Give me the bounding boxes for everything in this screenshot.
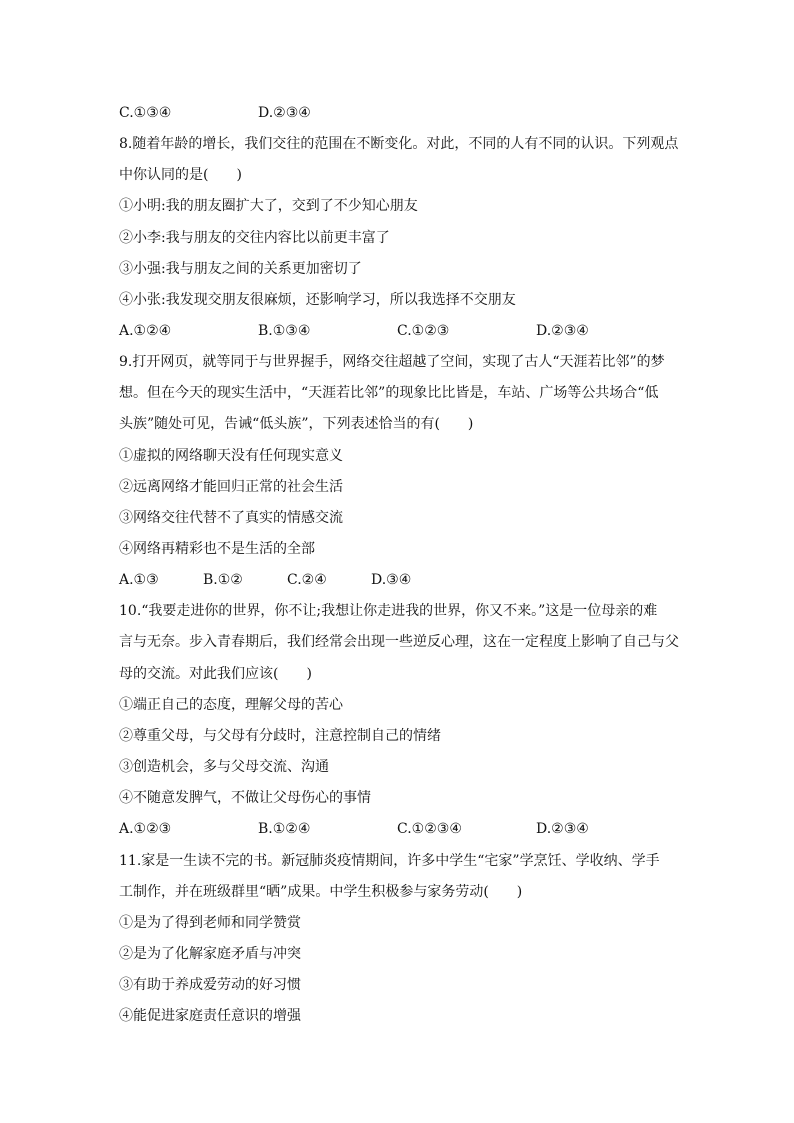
q10-option-d: D.②③④ bbox=[536, 821, 589, 837]
q9-item-2: ②远离网络才能回归正常的社会生活 bbox=[119, 479, 343, 495]
q10-item-2: ②尊重父母，与父母有分歧时，注意控制自己的情绪 bbox=[119, 728, 441, 744]
q10-item-4: ④不随意发脾气，不做让父母伤心的事情 bbox=[119, 790, 371, 806]
q10-stem-line-3: 母的交流。对此我们应该( ) bbox=[119, 666, 312, 682]
q10-item-3: ③创造机会，多与父母交流、沟通 bbox=[119, 759, 329, 775]
q9-item-3: ③网络交往代替不了真实的情感交流 bbox=[119, 510, 343, 526]
q8-option-c: C.①②③ bbox=[397, 323, 450, 339]
q8-stem-line-1: 8.随着年龄的增长，我们交往的范围在不断变化。对此，不同的人有不同的认识。下列观点 bbox=[119, 136, 679, 152]
q9-item-4: ④网络再精彩也不是生活的全部 bbox=[119, 541, 315, 557]
q11-item-2: ②是为了化解家庭矛盾与冲突 bbox=[119, 946, 301, 962]
q10-option-c: C.①②③④ bbox=[397, 821, 462, 837]
q11-item-4: ④能促进家庭责任意识的增强 bbox=[119, 1008, 301, 1024]
q9-option-d: D.③④ bbox=[371, 572, 412, 588]
q10-stem-line-2: 言与无奈。步入青春期后，我们经常会出现一些逆反心理，这在一定程度上影响了自己与父 bbox=[119, 634, 679, 650]
q11-stem-line-2: 工制作，并在班级群里“晒”成果。中学生积极参与家务劳动( ) bbox=[119, 884, 523, 900]
q11-item-3: ③有助于养成爱劳动的好习惯 bbox=[119, 977, 301, 993]
q8-option-d: D.②③④ bbox=[536, 323, 589, 339]
q9-stem-line-1: 9.打开网页，就等同于与世界握手，网络交往超越了空间，实现了古人“天涯若比邻”的梦 bbox=[119, 354, 665, 370]
q8-option-a: A.①②④ bbox=[119, 323, 172, 339]
q8-item-4: ④小张:我发现交朋友很麻烦，还影响学习，所以我选择不交朋友 bbox=[119, 292, 516, 308]
q8-item-2: ②小李:我与朋友的交往内容比以前更丰富了 bbox=[119, 230, 390, 246]
q10-item-1: ①端正自己的态度，理解父母的苦心 bbox=[119, 697, 343, 713]
q9-item-1: ①虚拟的网络聊天没有任何现实意义 bbox=[119, 448, 343, 464]
q10-stem-line-1: 10.“我要走进你的世界，你不让;我想让你走进我的世界，你又不来。”这是一位母亲的难 bbox=[119, 603, 658, 619]
q10-option-a: A.①②③ bbox=[119, 821, 172, 837]
q9-option-a: A.①③ bbox=[119, 572, 159, 588]
q9-stem-line-2: 想。但在今天的现实生活中，“天涯若比邻”的现象比比皆是，车站、广场等公共场合“低 bbox=[119, 385, 659, 401]
q11-stem-line-1: 11.家是一生读不完的书。新冠肺炎疫情期间，许多中学生“宅家”学烹饪、学收纳、学手 bbox=[119, 853, 660, 869]
q9-option-c: C.②④ bbox=[287, 572, 327, 588]
q8-item-1: ①小明:我的朋友圈扩大了，交到了不少知心朋友 bbox=[119, 198, 418, 214]
q8-stem-line-2: 中你认同的是( ) bbox=[119, 167, 242, 183]
q11-item-1: ①是为了得到老师和同学赞赏 bbox=[119, 915, 301, 931]
q7-option-c: C.①③④ bbox=[119, 105, 172, 121]
q9-stem-line-3: 头族”随处可见，告诫“低头族”，下列表述恰当的有( ) bbox=[119, 416, 474, 432]
q10-option-b: B.①②④ bbox=[258, 821, 311, 837]
q9-option-b: B.①② bbox=[203, 572, 243, 588]
q7-option-d: D.②③④ bbox=[258, 105, 311, 121]
q8-option-b: B.①③④ bbox=[258, 323, 311, 339]
q8-item-3: ③小强:我与朋友之间的关系更加密切了 bbox=[119, 261, 362, 277]
